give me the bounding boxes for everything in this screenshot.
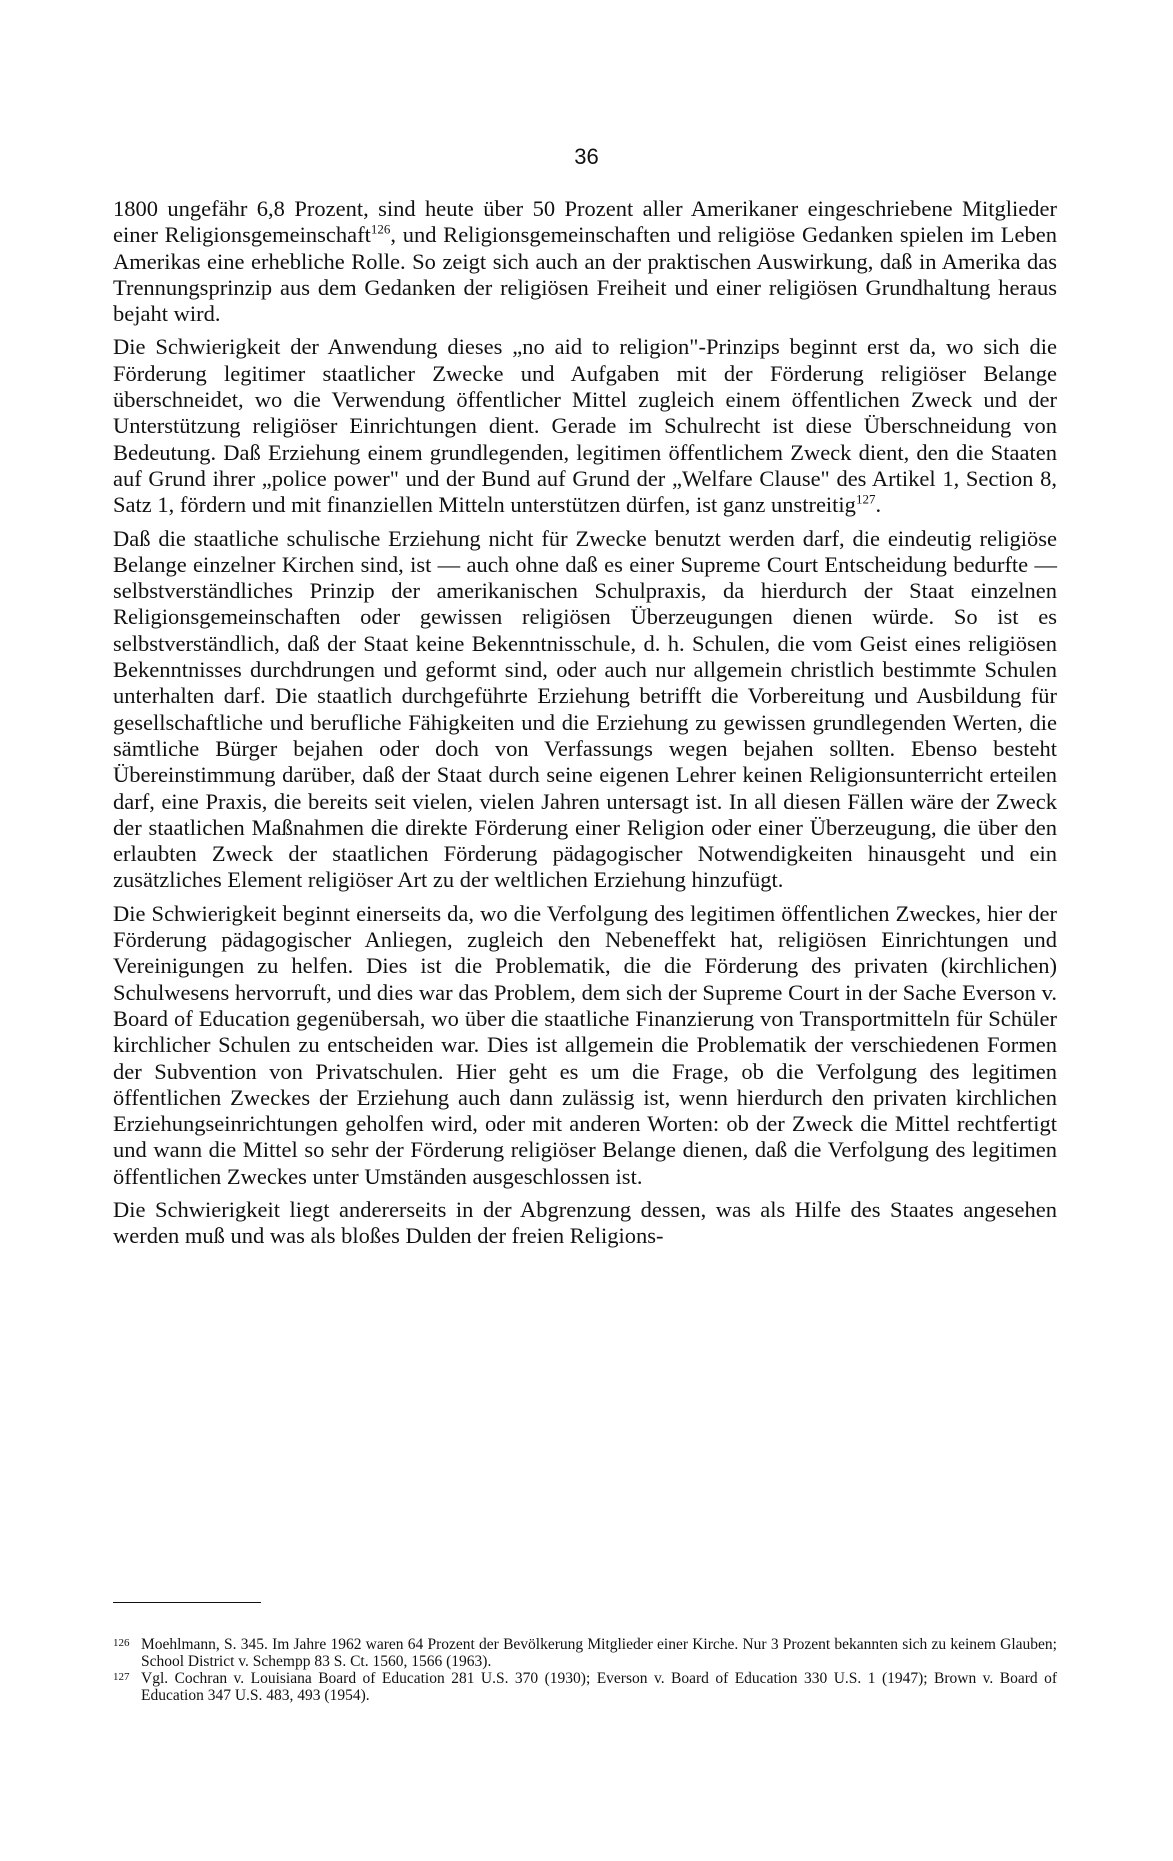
paragraph-1-rest: , und Religionsgemeinschaften und religiöse Gedanken spielen im Leben Amerikas eine erhebliche Rolle. So zeigt sich auch an der praktischen Auswirkung, daß in Amerika das Trennungsprinzip aus dem Gedanken der religiösen Freiheit und einer religiösen Grundhaltung heraus bejaht wird.	[113, 222, 1058, 327]
footnote-mark: 127	[113, 1671, 130, 1683]
paragraph-4-text: Die Schwierigkeit beginnt einerseits da, wo die Verfolgung des legitimen öffentlichen Zweckes, hier der Förderung pädagogischer Anliegen, zugleich den Nebeneffekt hat, religiösen Einrichtungen und Vereinigungen zu helfen. Dies ist die Problematik, die die Förderung des privaten (kirchlichen) Schulwesens hervorruft, und dies war das Problem, dem sich der Supreme Court in der Sache Everson v. Board of Education gegenübersah, wo über die staatliche Finanzierung von Transportmitteln für Schüler kirchlicher Schulen zu entscheiden war. Dies ist allgemein die Problematik der verschiedenen Formen der Subvention von Privatschulen. Hier geht es um die Frage, ob die Verfolgung des legitimen öffentlichen Zweckes der Erziehung auch dann zulässig ist, wenn hierdurch den privaten kirchlichen Erziehungseinrichtungen geholfen wird, oder mit anderen Worten: ob der Zweck die Mittel rechtfertigt und wann die Mittel so sehr der Förderung religiöser Belange dienen, daß die Verfolgung des legitimen öffentlichen Zweckes unter Umständen ausgeschlossen ist.	[113, 900, 1057, 1189]
paragraph-4	[113, 901, 1057, 1190]
body-text	[113, 196, 1057, 1257]
footnote-ref-127[interactable]: 127	[855, 491, 876, 507]
footnote-divider	[113, 1602, 261, 1603]
paragraph-2	[113, 334, 1057, 518]
footnote-text: Vgl. Cochran v. Louisiana Board of Education 281 U.S. 370 (1930); Everson v. Board of Education 330 U.S. 1 (1947); Brown v. Board of Education 347 U.S. 483, 493 (1954).	[141, 1670, 1057, 1704]
paragraph-2-rest: .	[875, 492, 882, 518]
footnote-ref-126[interactable]: 126	[370, 221, 391, 237]
footnote-127	[113, 1670, 1057, 1704]
paragraph-5-text: Die Schwierigkeit liegt andererseits in der Abgrenzung dessen, was als Hilfe des Staates angesehen werden muß und was als bloßes Dulden der freien Religions-	[113, 1196, 1057, 1249]
paragraph-1-text: 1800 ungefähr 6,8 Prozent, sind heute über 50 Prozent aller Amerikaner eingeschriebene Mitglieder einer Religionsgemeinschaft	[113, 196, 1057, 248]
footnote-mark: 126	[113, 1637, 130, 1649]
paragraph-3-text: Daß die staatliche schulische Erziehung nicht für Zwecke benutzt werden darf, die eindeutig religiöse Belange einzelner Kirchen sind, ist — auch ohne daß es einer Supreme Court Entscheidung bedurfte — selbstverständliches Prinzip der amerikanischen Schulpraxis, da hierdurch der Staat einzelnen Religionsgemeinschaften oder gewissen religiösen Überzeugungen dienen würde. So ist es selbstverständlich, daß der Staat keine Bekenntnisschule, d. h. Schulen, die vom Geist eines religiösen Bekenntnisses durchdrungen und geformt sind, oder auch nur allgemein christlich bestimmte Schulen unterhalten darf. Die staatlich durchgeführte Erziehung betrifft die Vorbereitung und Ausbildung für gesellschaftliche und berufliche Fähigkeiten und die Erziehung zu gewissen grundlegenden Werten, die sämtliche Bürger bejahen oder doch von Verfassungs wegen bejahen sollten. Ebenso besteht Übereinstimmung darüber, daß der Staat durch seine eigenen Lehrer keinen Religionsunterricht erteilen darf, eine Praxis, die bereits seit vielen, vielen Jahren untersagt ist. In all diesen Fällen wäre der Zweck der staatlichen Maßnahmen die direkte Förderung einer Religion oder einer Überzeugung, die über den erlaubten Zweck der staatlichen Förderung pädagogischer Notwendigkeiten hinausgeht und ein zusätzliches Element religiöser Art zu der weltlichen Erziehung hinzufügt.	[113, 525, 1057, 893]
page-number: 36	[574, 144, 599, 169]
footnotes	[113, 1636, 1057, 1704]
footnote-126	[113, 1636, 1057, 1670]
footnote-text: Moehlmann, S. 345. Im Jahre 1962 waren 64 Prozent der Bevölkerung Mitglieder einer Kirche. Nur 3 Prozent bekannten sich zu keinem Glauben; School District v. Schempp 83 S. Ct. 1560, 1566 (1963).	[141, 1636, 1057, 1670]
paragraph-5	[113, 1197, 1057, 1250]
paragraph-1	[113, 196, 1057, 327]
paragraph-2-text: Die Schwierigkeit der Anwendung dieses „no aid to religion"-Prinzips beginnt erst da, wo sich die Förderung legitimer staatlicher Zwecke und Aufgaben mit der Förderung religiöser Belange überschneidet, wo die Verwendung öffentlicher Mittel zugleich einem öffentlichen Zweck und der Unterstützung religiöser Einrichtungen dient. Gerade im Schulrecht ist diese Überschneidung von Bedeutung. Daß Erziehung einem grundlegenden, legitimen öffentlichem Zweck dient, den die Staaten auf Grund ihrer „police power" und der Bund auf Grund der „Welfare Clause" des Artikel 1, Section 8, Satz 1, fördern und mit finanziellen Mitteln unterstützen dürfen, ist ganz unstreitig	[113, 334, 1057, 518]
paragraph-3	[113, 526, 1057, 894]
